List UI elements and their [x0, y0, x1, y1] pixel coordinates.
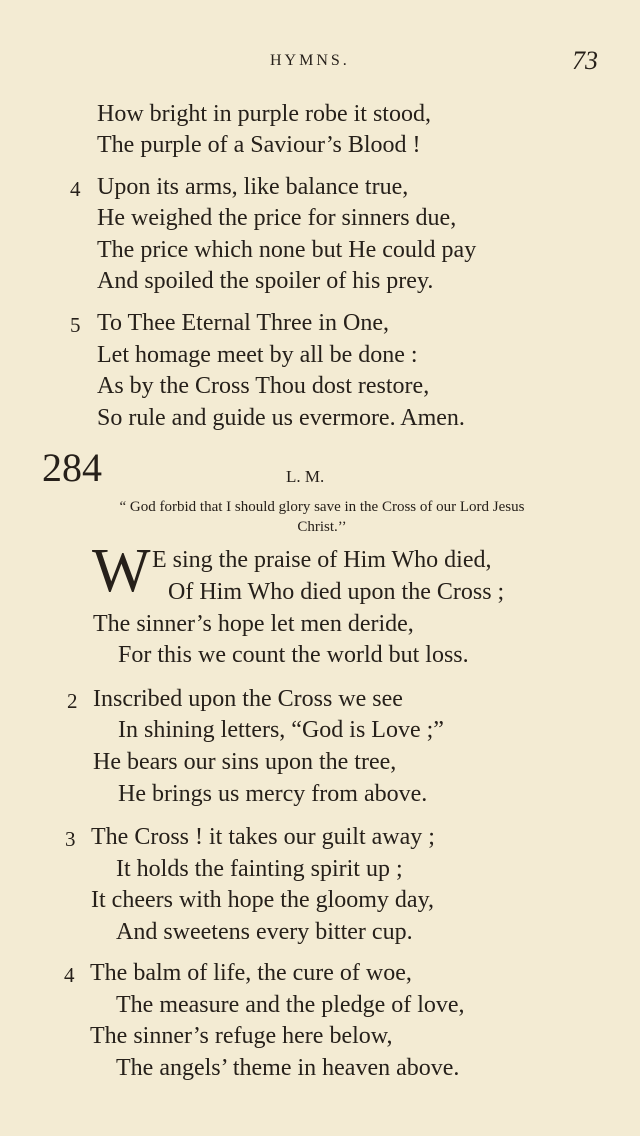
verse-line: The sinner’s hope let men deride, [93, 611, 414, 637]
verse-line: The purple of a Saviour’s Blood ! [97, 132, 421, 158]
verse-number: 5 [70, 313, 81, 337]
verse-line: He weighed the price for sinners due, [97, 205, 457, 231]
verse-line: Let homage meet by all be done : [97, 342, 418, 368]
verse-line: The sinner’s refuge here below, [90, 1023, 393, 1049]
verse-number: 4 [64, 963, 75, 987]
verse-line: It holds the fainting spirit up ; [116, 856, 403, 882]
verse-number: 2 [67, 689, 78, 713]
verse-line: The angels’ theme in heaven above. [116, 1055, 460, 1081]
verse-line: And spoiled the spoiler of his prey. [97, 268, 434, 294]
drop-cap: W [92, 537, 151, 605]
hymn-meter: L. M. [286, 467, 325, 486]
verse-line: The Cross ! it takes our guilt away ; [91, 824, 435, 850]
verse-line: So rule and guide us evermore. Amen. [97, 405, 465, 431]
verse-line: In shining letters, “God is Love ;” [118, 717, 444, 743]
verse-line: How bright in purple robe it stood, [97, 101, 431, 127]
verse-line: For this we count the world but loss. [118, 642, 469, 668]
verse-number: 4 [70, 177, 81, 201]
verse-line: E sing the praise of Him Who died, [152, 547, 492, 573]
verse-line: As by the Cross Thou dost restore, [97, 373, 430, 399]
verse-line: The price which none but He could pay [97, 237, 477, 263]
verse-line: He brings us mercy from above. [118, 781, 428, 807]
verse-line: To Thee Eternal Three in One, [97, 310, 389, 336]
verse-line: The measure and the pledge of love, [116, 992, 465, 1018]
verse-line: Inscribed upon the Cross we see [93, 686, 403, 712]
verse-line: Upon its arms, like balance true, [97, 174, 409, 200]
verse-line: He bears our sins upon the tree, [93, 749, 397, 775]
verse-line: And sweetens every bitter cup. [116, 919, 413, 945]
verse-line: It cheers with hope the gloomy day, [91, 887, 435, 913]
verse-line: The balm of life, the cure of woe, [90, 960, 412, 986]
epigraph-line: Christ.’’ [297, 519, 347, 535]
epigraph-line: “ God forbid that I should glory save in the Cross of our Lord Jesus [119, 499, 525, 515]
running-head: HYMNS. [270, 52, 350, 69]
verse-number: 3 [65, 827, 76, 851]
verse-line: Of Him Who died upon the Cross ; [168, 579, 505, 605]
hymn-number: 284 [42, 445, 102, 490]
page-number: 73 [572, 46, 598, 75]
